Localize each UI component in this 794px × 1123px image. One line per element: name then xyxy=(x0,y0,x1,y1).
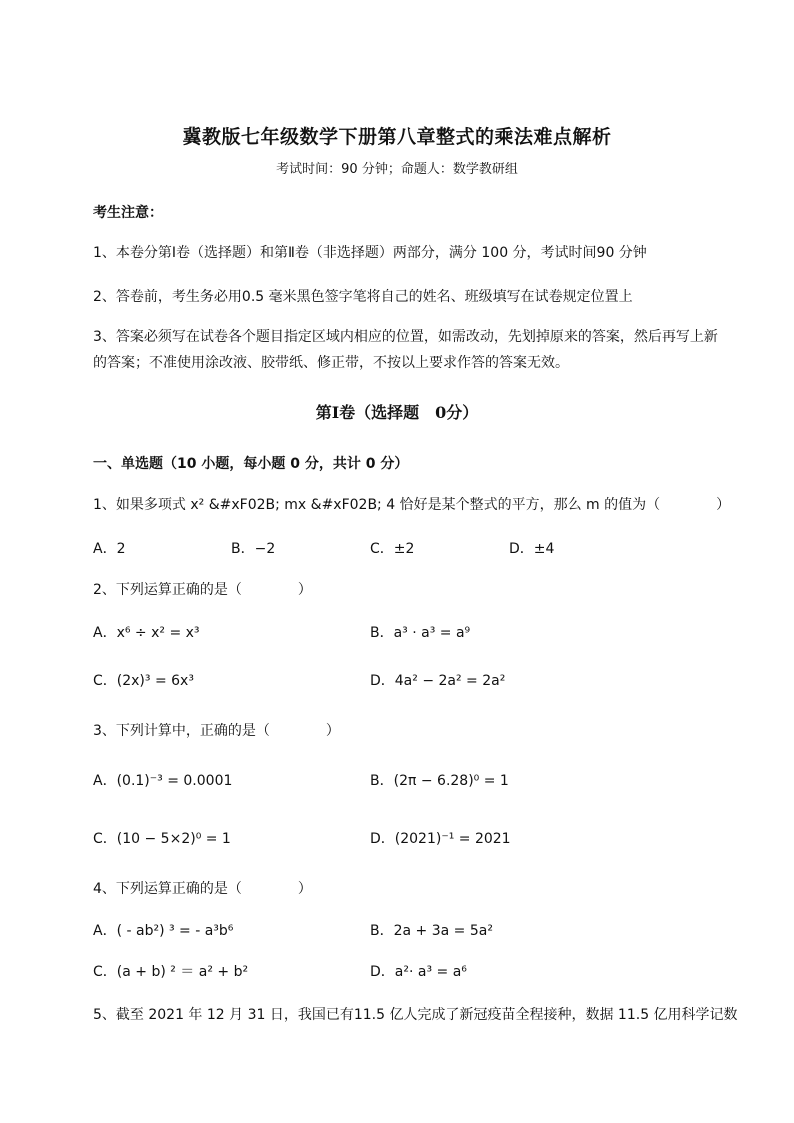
question-2-option-d: D．4a² − 2a² = 2a² xyxy=(370,673,506,689)
question-4-stem: 4、下列运算正确的是（ ） xyxy=(93,881,312,897)
question-2-stem: 2、下列运算正确的是（ ） xyxy=(93,582,312,598)
notice-item-2: 2、答卷前，考生务必用0.5 毫米黑色签字笔将自己的姓名、班级填写在试卷规定位置上 xyxy=(93,289,633,305)
question-5-stem: 5、截至 2021 年 12 月 31 日，我国已有11.5 亿人完成了新冠疫苗全程接种，数据 11.5 亿用科学记数 xyxy=(93,1007,738,1023)
question-3-option-a: A．(0.1)⁻³ = 0.0001 xyxy=(93,773,233,789)
question-4-option-d: D．a²· a³ = a⁶ xyxy=(370,964,467,980)
notice-item-3-cont: 的答案；不准使用涂改液、胶带纸、修正带，不按以上要求作答的答案无效。 xyxy=(93,355,569,371)
question-1-option-a: A．2 xyxy=(93,541,126,557)
notice-heading: 考生注意： xyxy=(93,205,163,221)
question-3-stem: 3、下列计算中，正确的是（ ） xyxy=(93,723,340,739)
exam-info: 考试时间：90 分钟；命题人：数学教研组 xyxy=(276,162,518,177)
question-1-option-d: D．±4 xyxy=(509,541,555,557)
notice-item-1: 1、本卷分第Ⅰ卷（选择题）和第Ⅱ卷（非选择题）两部分，满分 100 分，考试时间90 分钟 xyxy=(93,245,647,261)
notice-item-3: 3、答案必须写在试卷各个题目指定区域内相应的位置，如需改动，先划掉原来的答案，然后再写上新 xyxy=(93,329,718,345)
part-heading: 一、单选题（10 小题，每小题 0 分，共计 0 分） xyxy=(93,456,409,472)
question-4-option-c: C．(a + b) ² ＝ a² + b² xyxy=(93,964,249,980)
question-3-option-d: D．(2021)⁻¹ = 2021 xyxy=(370,831,511,847)
question-2-option-c: C．(2x)³ = 6x³ xyxy=(93,673,194,689)
question-1-option-c: C．±2 xyxy=(370,541,415,557)
question-2-option-b: B．a³ · a³ = a⁹ xyxy=(370,625,471,641)
question-4-option-a: A．( - ab²) ³ = - a³b⁶ xyxy=(93,923,234,939)
question-4-option-b: B．2a + 3a = 5a² xyxy=(370,923,493,939)
question-2-option-a: A．x⁶ ÷ x² = x³ xyxy=(93,625,200,641)
section-title: 第Ⅰ卷（选择题 0分） xyxy=(315,403,479,422)
document-title: 冀教版七年级数学下册第八章整式的乘法难点解析 xyxy=(182,126,612,148)
question-1-stem: 1、如果多项式 x² &#xF02B; mx &#xF02B; 4 恰好是某个整式的平方，那么 m 的值为（ ） xyxy=(93,497,731,513)
question-3-option-b: B．(2π − 6.28)⁰ = 1 xyxy=(370,773,509,789)
question-1-option-b: B．−2 xyxy=(231,541,276,557)
question-3-option-c: C．(10 − 5×2)⁰ = 1 xyxy=(93,831,231,847)
